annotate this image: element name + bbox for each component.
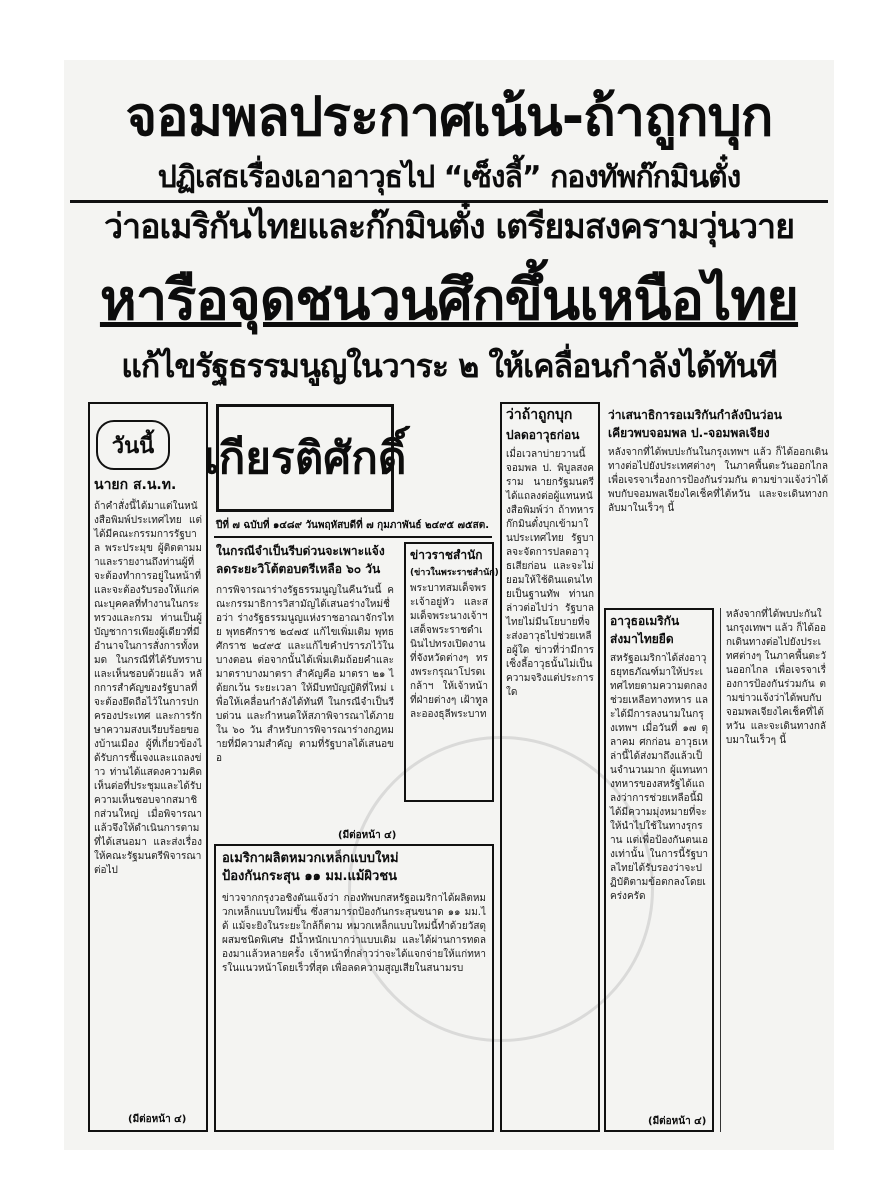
helmet-article-subheading: ป้องกันกระสุน ๑๑ มม.แม้ผิวชน: [222, 869, 398, 884]
issue-line: ปีที่ ๗ ฉบับที่ ๑๔๘๙ วันพฤหัสบดีที่ ๗ กุมภาพันธ์ ๒๔๙๕ ๗๕สต.: [216, 520, 490, 531]
helmet-article-text: ข่าวจากกรุงวอชิงตันแจ้งว่า กองทัพบกสหรัฐอเมริกาได้ผลิตหมวกเหล็กแบบใหม่ขึ้น ซึ่งสามารถป้องกันกระสุนขนาด ๑๑ มม.ได้ แม้จะยิงในระยะใกล้ก็ตาม หมวกเหล็กแบบใหม่นี้ทำด้วยวัสดุผสมชนิดพิเศษ มีน้ำหนักเบากว่าแบบเดิม และได้ผ่านการทดลองมาแล้วหลายครั้ง เจ้าหน้าที่กล่าวว่าจะได้แจกจ่ายให้แก่ทหารในแนวหน้าโดยเร็วที่สุด เพื่อลดความสูญเสียในสนามรบ: [222, 893, 486, 974]
left-column-title: นายก ส.น.ท.: [94, 477, 177, 493]
general-article-heading: ว่าเสนาธิการอเมริกันกำลังบินว่อน: [608, 408, 782, 422]
continued-note: (มีต่อหน้า ๔): [128, 1114, 187, 1125]
logo: วันนี้: [96, 420, 170, 470]
general-article-subheading: เคียวพบจอมพล ป.-จอมพลเจียง: [608, 426, 770, 440]
column-divider: [720, 608, 721, 1132]
invasion-article-heading: ว่าถ้าถูกบุก: [506, 407, 573, 423]
invasion-article-subheading: ปลดอาวุธก่อน: [506, 428, 580, 442]
headline-third: ว่าอเมริกันไทยและก๊กมินตั๋ง เตรียมสงครามวุ่นวาย: [103, 207, 795, 247]
general-article-continued-text: หลังจากที่ได้พบปะกันในกรุงเทพฯ แล้ว ก็ได้ออกเดินทางต่อไปยังประเทศต่างๆ ในภาคพื้นตะวันออกไกล เพื่อเจรจาเรื่องการป้องกันร่วมกัน ตามข่าวแจ้งว่าได้พบกับจอมพลเจียงไคเช็คที่ไต้หวัน และจะเดินทางกลับมาในเร็วๆ นี้: [726, 609, 827, 746]
royal-news-heading: ข่าวราชสำนัก: [410, 548, 483, 562]
royal-news-text: พระบาทสมเด็จพระเจ้าอยู่หัว และสมเด็จพระนางเจ้าฯ เสด็จพระราชดำเนินไปทรงเปิดงานที่จังหวัดต่างๆ ทรงพระกรุณาโปรดเกล้าฯ ให้เจ้าหน้าที่ฝ่ายต่างๆ เฝ้าทูลละอองธุลีพระบาท: [410, 583, 488, 720]
headline-fifth: แก้ไขรัฐธรรมนูญในวาระ ๒ ให้เคลื่อนกำลังได้ทันที: [121, 347, 777, 385]
arms-article-subheading: ส่งมาไทยยืด: [610, 632, 674, 646]
arms-article-text: สหรัฐอเมริกาได้ส่งอาวุธยุทธภัณฑ์มาให้ประเทศไทยตามความตกลงช่วยเหลือทางทหาร และได้มีการลงนามในกรุงเทพฯ เมื่อวันที่ ๑๗ ตุลาคม ศกก่อน อาวุธเหล่านี้ได้ส่งมาถึงแล้วเป็นจำนวนมาก ผู้แทนทางทหารของสหรัฐได้แถลงว่าการช่วยเหลือนี้มิได้มีความมุ่งหมายที่จะให้นำไปใช้ในทางรุกราน แต่เพื่อป้องกันตนเองเท่านั้น ในการนี้รัฐบาลไทยได้รับรองว่าจะปฏิบัติตามข้อตกลงโดยเคร่งครัด: [610, 653, 708, 902]
article-area: [88, 396, 828, 1136]
continued-note: (มีต่อหน้า ๔): [648, 1116, 707, 1127]
headline-banner: หารือจุดชนวนศึกขึ้นเหนือไทย: [99, 268, 799, 333]
headline-main: จอมพลประกาศเน้น-ถ้าถูกบุก: [125, 85, 773, 148]
divider: [70, 200, 828, 203]
article-constitution-text: การพิจารณาร่างรัฐธรรมนูญในคืนวันนี้ คณะกรรมาธิการวิสามัญได้เสนอร่างใหม่ชื่อว่า ร่างรัฐธรรมนูญแห่งราชอาณาจักรไทย พุทธศักราช ๒๔๗๕ แก้ไขเพิ่มเติม พุทธศักราช ๒๔๙๕ และแก้ไขคำปรารภไว้ในบางตอน ต่อจากนั้นได้เพิ่มเติมถ้อยคำและมาตราบางมาตรา สำคัญคือ มาตรา ๒๑ ได้ยกเว้น ระยะเวลา ให้มีบทบัญญัติที่ใหม่ เพื่อให้เคลื่อนกำลังได้ทันที ในกรณีจำเป็นรีบด่วน และกำหนดให้สภาพิจารณาได้ภายใน ๖๐ วัน สำหรับการพิจารณาร่างกฎหมายที่มีความสำคัญ ตามที่รัฐบาลได้เสนอขอ: [216, 585, 394, 764]
continued-note: (มีต่อหน้า ๔): [338, 830, 397, 841]
helmet-article-heading: อเมริกาผลิตหมวกเหล็กแบบใหม่: [222, 851, 399, 866]
masthead-title: เกียรติศักดิ์: [216, 404, 394, 512]
article-constitution-heading: ในกรณีจำเป็นรีบด่วนจะเพาะแจ้ง: [216, 544, 385, 558]
article-constitution-subheading: ลดระยะวิโต้ตอบตรีเหลือ ๖๐ วัน: [216, 562, 381, 576]
arms-article-heading: อาวุธอเมริกัน: [610, 614, 680, 628]
divider: [214, 536, 492, 538]
newspaper-page: [64, 60, 834, 1150]
general-article-text: หลังจากที่ได้พบปะกันในกรุงเทพฯ แล้ว ก็ได้ออกเดินทางต่อไปยังประเทศต่างๆ ในภาคพื้นตะวันออกไกล เพื่อเจรจาเรื่องการป้องกันร่วมกัน ตามข่าวแจ้งว่าได้พบกับจอมพลเจียงไคเช็คที่ไต้หวัน และจะเดินทางกลับมาในเร็วๆ นี้: [608, 447, 828, 514]
invasion-article-text: เมื่อเวลาบ่ายวานนี้ จอมพล ป. พิบูลสงคราม นายกรัฐมนตรี ได้แถลงต่อผู้แทนหนังสือพิมพ์ว่า ถ้าทหารก๊กมินตั๋งบุกเข้ามาในประเทศไทย รัฐบาลจะจัดการปลดอาวุธเสียก่อน และจะไม่ยอมให้ใช้ดินแดนไทยเป็นฐานทัพ ท่านกล่าวต่อไปว่า รัฐบาลไทยไม่มีนโยบายที่จะส่งอาวุธไปช่วยเหลือผู้ใด ข่าวที่ว่ามีการเซ็งลี้อาวุธนั้นไม่เป็นความจริงแต่ประการใด: [506, 449, 594, 698]
headline-sub: ปฏิเสธเรื่องเอาอาวุธไป “เซ็งลี้” กองทัพก๊กมินตั๋ง: [157, 160, 741, 195]
royal-news-subheading: (ข่าวในพระราชสำนัก): [410, 568, 499, 578]
left-column-text: ถ้าคำสั่งนี้ได้มาแต่ในหนังสือพิมพ์ประเทศไทย แต่ได้มีคณะกรรมการรัฐบาล พระประมุข ผู้ติดตามมาและรายงานถึงท่านผู้ที่ จะต้องทำการอยู่ในหน้าที่และจะต้องรับรองให้แก่คณะบุคคลที่ทำงานในกระทรวงและกรม ท่านเป็นผู้บัญชาการเพียงผู้เดียวที่มีอำนาจในการสั่งการทั้งหมด ในกรณีที่ได้รับทราบและเห็นชอบด้วยแล้ว หลักการสำคัญของรัฐบาลที่จะต้องยึดถือไว้ในการปกครองประเทศ และการรักษาความสงบเรียบร้อยของบ้านเมือง ผู้ที่เกี่ยวข้องได้รับการชี้แจงและแถลงข่าว ท่านได้แสดงความคิดเห็นต่อที่ประชุมและได้รับความเห็นชอบจากสมาชิกส่วนใหญ่ เมื่อพิจารณาแล้วจึงให้ดำเนินการตามที่ได้เสนอมา และส่งเรื่องให้คณะรัฐมนตรีพิจารณาต่อไป: [94, 501, 202, 876]
